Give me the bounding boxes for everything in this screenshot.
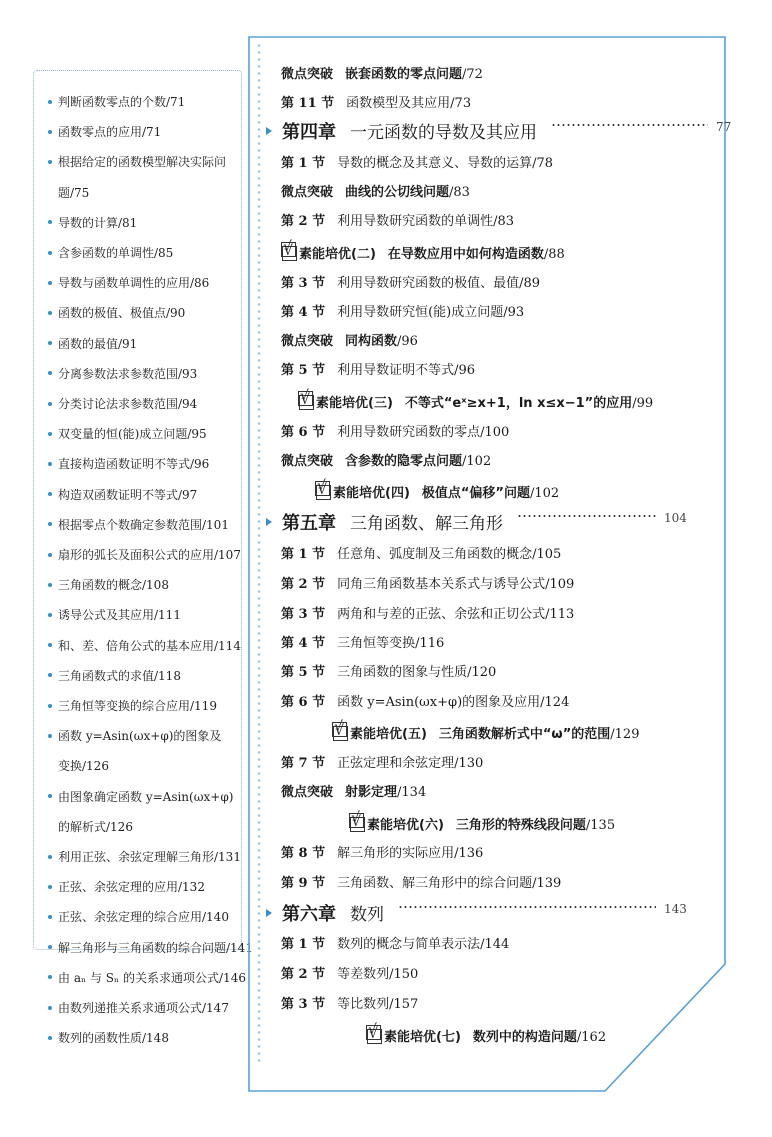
section-entry <box>281 359 475 378</box>
checkmark-box-icon <box>333 726 348 741</box>
key-point-text: 由图象确定函数 y=Asin(ωx+φ) <box>58 789 234 804</box>
key-point-item <box>48 389 236 419</box>
entry-page: /135 <box>585 818 616 833</box>
entry-page: /113 <box>545 607 575 622</box>
bullet-icon <box>48 251 52 255</box>
entry-label: 第 2 节 <box>281 967 326 982</box>
key-point-text: 直接构造函数证明不等式/96 <box>58 457 210 472</box>
entry-title: 三角形的特殊线段问题 <box>455 818 586 833</box>
entry-page: /120 <box>467 665 497 680</box>
enrichment-entry <box>281 242 565 262</box>
entry-title: 正弦定理和余弦定理 <box>337 756 455 771</box>
key-point-text: 三角函数式的求值/118 <box>58 668 181 683</box>
checkmark-box-icon <box>316 485 331 500</box>
bullet-icon <box>48 643 52 647</box>
key-point-text: 分类讨论法求参数范围/94 <box>58 397 198 411</box>
bullet-icon <box>48 945 52 949</box>
key-point-item <box>48 419 236 449</box>
entry-title: 同角三角函数基本关系式与诱导公式 <box>337 577 546 592</box>
entry-page: /157 <box>389 997 419 1012</box>
key-point-item <box>48 268 236 298</box>
chapter-page: 143 <box>664 902 687 916</box>
entry-label: 第 3 节 <box>281 997 326 1012</box>
key-point-text: 判断函数零点的个数/71 <box>58 95 186 109</box>
key-point-text: 三角恒等变换的综合应用/119 <box>58 699 217 713</box>
bullet-icon <box>48 794 52 798</box>
bullet-icon <box>48 855 52 859</box>
entry-title: 含参数的隐零点问题 <box>345 454 463 469</box>
key-point-item <box>48 963 246 993</box>
section-entry <box>281 752 483 771</box>
chapter-marker-icon <box>266 127 272 135</box>
entry-label: 第 1 节 <box>281 547 326 562</box>
key-point-text: 三角函数的概念/108 <box>58 578 169 593</box>
bullet-icon <box>48 613 52 617</box>
chapter-marker-icon <box>266 518 272 526</box>
entry-page: /73 <box>450 96 472 111</box>
entry-label: 素能培优(三) <box>316 396 393 411</box>
key-point-text: 构造双函数证明不等式/97 <box>58 487 198 502</box>
entry-label: 微点突破 <box>281 185 334 200</box>
section-entry <box>281 272 540 291</box>
entry-label: 第 5 节 <box>281 665 326 680</box>
chapter-marker-icon <box>266 909 272 917</box>
key-point-text: 数列的函数性质/148 <box>58 1031 169 1046</box>
key-point-item <box>48 510 236 540</box>
key-point-item <box>48 872 236 902</box>
micro-topic-entry <box>281 330 418 349</box>
enrichment-entry <box>298 391 654 411</box>
key-point-text: 分离参数法求参数范围/93 <box>58 366 198 381</box>
entry-label: 第 11 节 <box>281 96 335 111</box>
entry-page: /72 <box>462 67 483 82</box>
checkmark-box-icon <box>299 395 314 410</box>
section-entry <box>281 603 574 622</box>
key-point-item <box>48 117 236 147</box>
key-point-item <box>48 238 236 268</box>
key-point-text: 函数的最值/91 <box>58 336 138 351</box>
entry-title: 三角函数、解三角形中的综合问题 <box>337 876 533 891</box>
key-point-text: 正弦、余弦定理的综合应用/140 <box>58 910 229 925</box>
entry-label: 素能培优(六) <box>367 818 444 833</box>
bullet-icon <box>48 704 52 708</box>
bullet-icon <box>48 462 52 466</box>
bullet-icon <box>48 220 52 224</box>
entry-title: 射影定理 <box>345 785 398 800</box>
entry-title: 解三角形的实际应用 <box>337 846 455 861</box>
key-point-text: 导数的计算/81 <box>58 215 138 230</box>
entry-page: /129 <box>610 727 640 742</box>
entry-page: /102 <box>529 486 560 501</box>
checkmark-box-icon <box>350 817 365 832</box>
bullet-icon <box>48 522 52 526</box>
key-point-item <box>48 902 236 932</box>
bullet-icon <box>48 553 52 557</box>
entry-label: 第 7 节 <box>281 756 326 771</box>
section-entry <box>281 421 509 440</box>
key-point-item <box>48 449 236 479</box>
entry-label: 素能培优(二) <box>299 247 376 262</box>
chapter-title: 三角函数、解三角形 <box>350 514 503 534</box>
section-entry <box>281 573 574 592</box>
bullet-icon <box>48 281 52 285</box>
key-point-text: 和、差、倍角公式的基本应用/114 <box>58 638 241 653</box>
key-point-item <box>48 842 241 872</box>
entry-label: 第 6 节 <box>281 695 326 710</box>
entry-page: /139 <box>532 876 562 891</box>
section-entry <box>281 210 514 229</box>
bullet-icon <box>48 130 52 134</box>
entry-title: 数列中的构造问题 <box>472 1030 577 1045</box>
chapter-number: 第四章 <box>282 122 336 143</box>
entry-title: 三角函数解析式中“ω”的范围 <box>438 727 611 742</box>
bullet-icon <box>48 1036 52 1040</box>
bullet-icon <box>48 673 52 677</box>
entry-title: 极值点“偏移”问题 <box>421 486 530 501</box>
entry-page: /162 <box>576 1030 607 1045</box>
chapter-number: 第五章 <box>282 513 336 534</box>
entry-page: /83 <box>449 185 470 200</box>
bullet-icon <box>48 1006 52 1010</box>
entry-title: 利用导数研究函数的极值、最值 <box>337 276 520 291</box>
entry-label: 第 3 节 <box>281 276 326 291</box>
entry-title: 导数的概念及其意义、导数的运算 <box>337 156 533 171</box>
bullet-icon <box>48 734 52 738</box>
chapter-heading <box>266 118 732 144</box>
entry-title: 曲线的公切线问题 <box>345 185 450 200</box>
entry-page: /105 <box>532 547 562 562</box>
entry-page: /134 <box>397 785 427 800</box>
bullet-icon <box>48 583 52 587</box>
entry-page: /150 <box>389 967 419 982</box>
entry-title: 等比数列 <box>337 997 390 1012</box>
entry-title: 同构函数 <box>345 334 398 349</box>
entry-title: 两角和与差的正弦、余弦和正切公式 <box>337 607 546 622</box>
entry-title: 任意角、弧度制及三角函数的概念 <box>337 547 533 562</box>
key-point-item <box>48 298 236 328</box>
entry-title: 利用导数研究函数的零点 <box>337 425 481 440</box>
entry-title: 三角函数的图象与性质 <box>337 665 468 680</box>
micro-topic-entry <box>281 781 426 800</box>
entry-page: /100 <box>480 425 510 440</box>
key-point-text: 诱导公式及其应用/111 <box>58 608 181 623</box>
key-point-item <box>48 540 241 570</box>
key-point-item <box>48 1023 236 1053</box>
checkmark-box-icon <box>282 246 297 261</box>
key-point-text: 解三角形与三角函数的综合问题/141 <box>58 940 253 955</box>
entry-page: /144 <box>480 937 510 952</box>
key-point-text: 正弦、余弦定理的应用/132 <box>58 880 205 895</box>
enrichment-entry <box>366 1025 607 1045</box>
key-point-item <box>48 147 236 177</box>
key-point-text: 由数列递推关系求通项公式/147 <box>58 1001 229 1015</box>
key-point-continuation: 题/75 <box>58 185 90 200</box>
key-points-sidebar <box>33 70 253 1046</box>
bullet-icon <box>48 885 52 889</box>
leader-dots <box>551 124 708 126</box>
micro-topic-entry <box>281 181 470 200</box>
bullet-icon <box>48 975 52 979</box>
key-point-continuation: 的解析式/126 <box>58 819 133 834</box>
key-point-text: 扇形的弧长及面积公式的应用/107 <box>58 548 241 562</box>
entry-label: 微点突破 <box>281 67 334 82</box>
section-entry <box>281 632 444 651</box>
key-point-text: 根据给定的函数模型解决实际问 <box>58 155 227 170</box>
entry-label: 微点突破 <box>281 785 334 800</box>
key-point-text: 导数与函数单调性的应用/86 <box>58 276 210 291</box>
leader-dots <box>398 906 656 908</box>
key-point-item <box>48 631 241 661</box>
key-point-text: 函数的极值、极值点/90 <box>58 306 186 321</box>
key-point-item <box>48 600 236 630</box>
chapter-heading <box>266 509 696 535</box>
entry-page: /83 <box>493 214 515 229</box>
decorative-dot-column <box>256 42 262 1062</box>
key-point-text: 函数 y=Asin(ωx+φ)的图象及 <box>58 729 222 744</box>
entry-title: 利用导数证明不等式 <box>337 363 455 378</box>
entry-label: 微点突破 <box>281 334 334 349</box>
chapter-heading <box>266 900 696 926</box>
key-point-item <box>48 933 253 963</box>
bullet-icon <box>48 402 52 406</box>
entry-page: /124 <box>540 695 570 710</box>
key-point-item <box>48 721 236 751</box>
key-point-item <box>48 691 236 721</box>
entry-page: /96 <box>454 363 476 378</box>
section-entry <box>281 543 561 562</box>
entry-page: /102 <box>462 454 492 469</box>
leader-dots <box>517 515 656 517</box>
section-entry <box>281 993 418 1012</box>
entry-label: 第 1 节 <box>281 937 326 952</box>
key-point-item <box>48 782 236 812</box>
section-entry <box>281 842 483 861</box>
entry-label: 第 8 节 <box>281 846 326 861</box>
entry-label: 第 3 节 <box>281 607 326 622</box>
entry-page: /109 <box>545 577 575 592</box>
key-point-item <box>48 87 236 117</box>
entry-label: 第 2 节 <box>281 214 326 229</box>
entry-title: 函数 y=Asin(ωx+φ)的图象及应用 <box>337 695 541 710</box>
key-point-item <box>48 208 236 238</box>
entry-page: /99 <box>632 396 654 411</box>
chapter-number: 第六章 <box>282 904 336 925</box>
bullet-icon <box>48 160 52 164</box>
entry-page: /96 <box>397 334 418 349</box>
entry-label: 第 4 节 <box>281 305 326 320</box>
entry-page: /136 <box>454 846 484 861</box>
entry-label: 第 2 节 <box>281 577 326 592</box>
section-entry <box>281 152 553 171</box>
section-entry <box>281 933 509 952</box>
chapter-page: 77 <box>716 120 732 134</box>
key-point-text: 双变量的恒(能)成立问题/95 <box>58 427 207 442</box>
key-point-text: 由 aₙ 与 Sₙ 的关系求通项公式/146 <box>58 970 246 985</box>
micro-topic-entry <box>281 63 483 82</box>
bullet-icon <box>48 915 52 919</box>
key-point-item <box>48 329 236 359</box>
bullet-icon <box>48 371 52 375</box>
entry-title: 利用导数研究函数的单调性 <box>337 214 494 229</box>
bullet-icon <box>48 432 52 436</box>
chapter-title: 一元函数的导数及其应用 <box>350 123 537 143</box>
enrichment-entry <box>315 481 560 501</box>
entry-label: 第 9 节 <box>281 876 326 891</box>
entry-label: 微点突破 <box>281 454 334 469</box>
key-point-item <box>48 570 236 600</box>
entry-page: /88 <box>543 247 565 262</box>
entry-page: /93 <box>503 305 525 320</box>
entry-title: 三角恒等变换 <box>337 636 416 651</box>
key-point-item <box>48 359 236 389</box>
section-entry <box>281 92 471 111</box>
bullet-icon <box>48 100 52 104</box>
entry-page: /116 <box>415 636 445 651</box>
entry-title: 利用导数研究恒(能)成立问题 <box>337 305 504 320</box>
micro-topic-entry <box>281 450 491 469</box>
entry-title: 嵌套函数的零点问题 <box>345 67 463 82</box>
entry-page: /130 <box>454 756 484 771</box>
entry-label: 素能培优(七) <box>384 1030 461 1045</box>
key-point-item <box>48 661 236 691</box>
entry-page: /78 <box>532 156 554 171</box>
chapter-title: 数列 <box>350 905 384 925</box>
key-point-text: 含参函数的单调性/85 <box>58 246 174 260</box>
entry-page: /89 <box>519 276 541 291</box>
section-entry <box>281 301 524 320</box>
entry-label: 第 4 节 <box>281 636 326 651</box>
enrichment-entry <box>349 813 616 833</box>
bullet-icon <box>48 311 52 315</box>
entry-title: 在导数应用中如何构造函数 <box>387 247 544 262</box>
section-entry <box>281 963 418 982</box>
entry-label: 素能培优(五) <box>350 727 427 742</box>
entry-label: 第 6 节 <box>281 425 326 440</box>
checkmark-box-icon <box>367 1029 382 1044</box>
section-entry <box>281 872 561 891</box>
key-point-item <box>48 993 236 1023</box>
entry-title: 函数模型及其应用 <box>346 96 451 111</box>
key-point-text: 函数零点的应用/71 <box>58 125 162 140</box>
entry-label: 第 5 节 <box>281 363 326 378</box>
entry-label: 素能培优(四) <box>333 486 410 501</box>
bullet-icon <box>48 492 52 496</box>
bullet-icon <box>48 341 52 345</box>
entry-title: 等差数列 <box>337 967 390 982</box>
key-point-text: 根据零点个数确定参数范围/101 <box>58 517 229 532</box>
key-point-item <box>48 480 236 510</box>
entry-label: 第 1 节 <box>281 156 326 171</box>
section-entry <box>281 691 569 710</box>
entry-title: 不等式“eˣ≥x+1，ln x≤x−1”的应用 <box>404 396 633 411</box>
section-entry <box>281 661 496 680</box>
chapter-page: 104 <box>664 511 687 525</box>
key-point-text: 利用正弦、余弦定理解三角形/131 <box>58 850 241 864</box>
key-point-continuation: 变换/126 <box>58 759 109 774</box>
entry-title: 数列的概念与简单表示法 <box>337 937 481 952</box>
enrichment-entry <box>332 722 640 742</box>
